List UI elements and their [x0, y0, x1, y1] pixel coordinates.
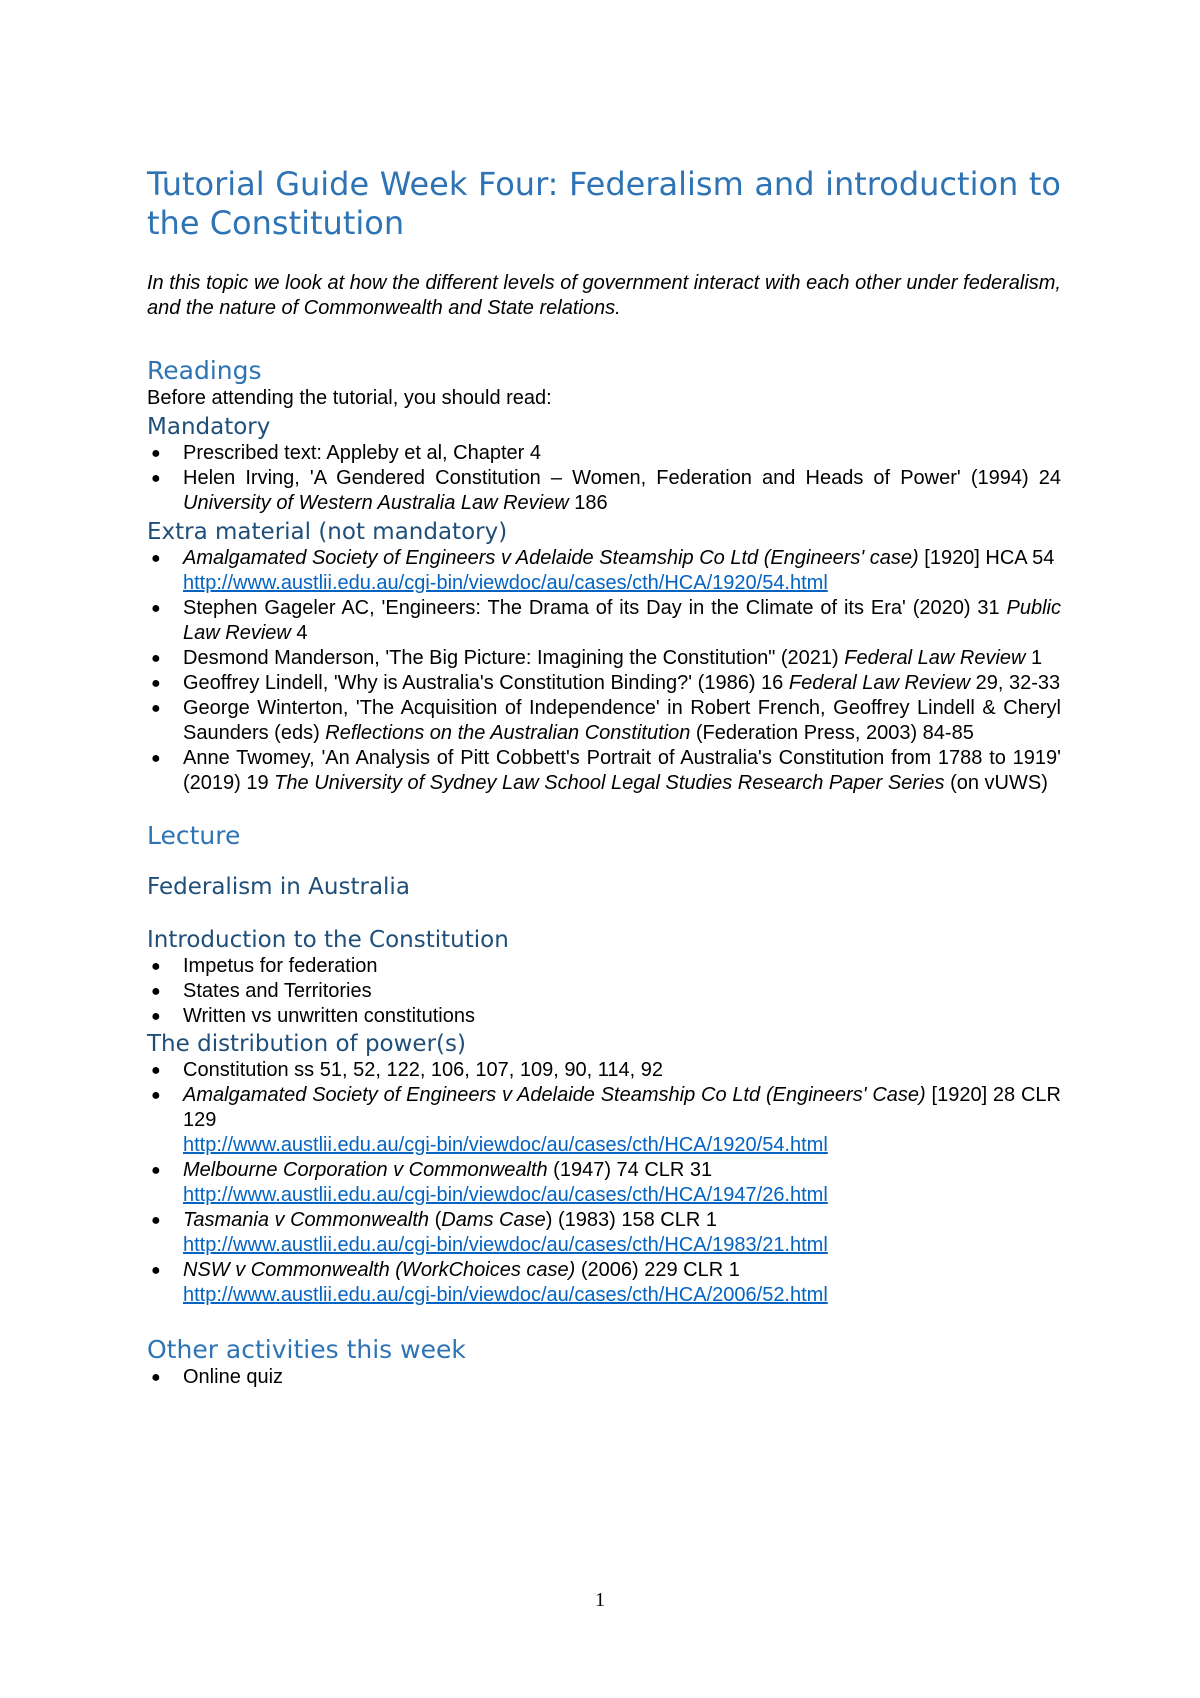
list-item [147, 596, 1061, 646]
bullet-icon: ● [151, 1162, 161, 1179]
list-item [147, 1004, 1061, 1029]
constitution-intro-heading: Introduction to the Constitution [147, 927, 509, 953]
item-text: Written vs unwritten constitutions [183, 1005, 475, 1027]
item-citation: 1 [1025, 647, 1043, 669]
item-text: Stephen Gageler AC, 'Engineers: The Drama of its Day in the Climate of its Era' (2020) 31 [183, 597, 1007, 619]
bullet-icon: ● [151, 550, 161, 567]
bullet-icon: ● [151, 700, 161, 717]
bullet-icon: ● [151, 650, 161, 667]
bullet-icon: ● [151, 445, 161, 462]
bullet-icon: ● [151, 1062, 161, 1079]
item-text: Geoffrey Lindell, 'Why is Australia's Constitution Binding?' (1986) 16 [183, 672, 789, 694]
item-citation: ) (1983) 158 CLR 1 [545, 1209, 717, 1231]
bullet-icon: ● [151, 958, 161, 975]
item-text: Desmond Manderson, 'The Big Picture: Imagining the Constitution" (2021) [183, 647, 845, 669]
other-activities-heading: Other activities this week [147, 1335, 466, 1364]
item-text: George Winterton, 'The Acquisition of Independence' in Robert French, Geoffrey Lindell & Cheryl Saunders (eds) [183, 697, 1061, 744]
austlii-link[interactable]: http://www.austlii.edu.au/cgi-bin/viewdoc/au/cases/cth/HCA/1983/21.html [183, 1234, 828, 1256]
list-item [147, 546, 1061, 596]
journal-title: Federal Law Review [788, 672, 971, 694]
austlii-link[interactable]: http://www.austlii.edu.au/cgi-bin/viewdoc/au/cases/cth/HCA/1920/54.html [183, 572, 828, 594]
item-text: ( [429, 1209, 442, 1231]
distribution-heading: The distribution of power(s) [147, 1031, 466, 1057]
lecture-heading: Lecture [147, 821, 241, 850]
item-text: Online quiz [183, 1366, 284, 1388]
bullet-icon: ● [151, 1008, 161, 1025]
distribution-list [147, 1058, 1061, 1308]
list-item [147, 1083, 1061, 1158]
list-item [147, 1208, 1061, 1258]
page-number: 1 [595, 1589, 605, 1611]
austlii-link[interactable]: http://www.austlii.edu.au/cgi-bin/viewdoc/au/cases/cth/HCA/1920/54.html [183, 1134, 828, 1156]
item-citation: 4 [290, 622, 308, 644]
item-citation: [1920] 28 CLR 129 [183, 1084, 1062, 1131]
bullet-icon: ● [151, 470, 161, 487]
item-text: States and Territories [183, 980, 372, 1002]
bullet-icon: ● [151, 750, 161, 767]
readings-lead: Before attending the tutorial, you should read: [147, 387, 552, 409]
item-citation: (Federation Press, 2003) 84-85 [690, 722, 974, 744]
page-title: Tutorial Guide Week Four: Federalism and introduction to the Constitution [147, 165, 1061, 242]
bullet-icon: ● [151, 600, 161, 617]
bullet-icon: ● [151, 1212, 161, 1229]
list-item [147, 466, 1061, 516]
bullet-icon: ● [151, 1087, 161, 1104]
book-title: Reflections on the Australian Constitution [325, 722, 691, 744]
bullet-icon: ● [151, 1369, 161, 1386]
list-item [147, 646, 1061, 671]
item-text: Anne Twomey, 'An Analysis of Pitt Cobbett's Portrait of Australia's Constitution from 1788 to 1919' (2019) 19 [183, 747, 1061, 794]
list-item [147, 979, 1061, 1004]
list-item [147, 1365, 1061, 1390]
list-item [147, 1158, 1061, 1208]
journal-title: Federal Law Review [844, 647, 1026, 669]
list-item [147, 954, 1061, 979]
extra-material-heading: Extra material (not mandatory) [147, 519, 508, 545]
austlii-link[interactable]: http://www.austlii.edu.au/cgi-bin/viewdoc/au/cases/cth/HCA/2006/52.html [183, 1284, 828, 1306]
item-citation: 186 [568, 492, 608, 514]
mandatory-heading: Mandatory [147, 414, 271, 440]
extra-material-list [147, 546, 1061, 796]
list-item [147, 1058, 1061, 1083]
list-item [147, 696, 1061, 746]
constitution-intro-list [147, 954, 1061, 1029]
other-activities-list [147, 1365, 1061, 1390]
case-name: Amalgamated Society of Engineers v Adelaide Steamship Co Ltd (Engineers' case) [183, 547, 919, 569]
federalism-heading: Federalism in Australia [147, 874, 410, 900]
item-text: Prescribed text: Appleby et al, Chapter 4 [183, 442, 541, 464]
page-content [147, 165, 1061, 1390]
list-item [147, 671, 1061, 696]
list-item [147, 1258, 1061, 1308]
austlii-link[interactable]: http://www.austlii.edu.au/cgi-bin/viewdoc/au/cases/cth/HCA/1947/26.html [183, 1184, 828, 1206]
readings-heading: Readings [147, 356, 262, 385]
list-item [147, 746, 1061, 796]
case-name: Melbourne Corporation v Commonwealth [183, 1159, 548, 1181]
case-name: Tasmania v Commonwealth [183, 1209, 430, 1231]
bullet-icon: ● [151, 1262, 161, 1279]
journal-title: University of Western Australia Law Review [183, 492, 569, 514]
bullet-icon: ● [151, 675, 161, 692]
item-citation: (2006) 229 CLR 1 [575, 1259, 740, 1281]
intro-paragraph: In this topic we look at how the different levels of government interact with each other under federalism, and the nature of Commonwealth and State relations. [147, 272, 1061, 319]
case-name: NSW v Commonwealth (WorkChoices case) [183, 1259, 576, 1281]
item-text: Constitution ss 51, 52, 122, 106, 107, 109, 90, 114, 92 [183, 1059, 663, 1081]
item-text: Helen Irving, 'A Gendered Constitution – Women, Federation and Heads of Power' (1994) 24 [183, 467, 1061, 489]
item-citation: [1920] HCA 54 [918, 547, 1055, 569]
case-alias: Dams Case [441, 1209, 546, 1231]
case-name: Amalgamated Society of Engineers v Adelaide Steamship Co Ltd (Engineers' Case) [183, 1084, 926, 1106]
bullet-icon: ● [151, 983, 161, 1000]
list-item [147, 441, 1061, 466]
journal-title: Public Law Review [183, 597, 1061, 644]
item-text: Impetus for federation [183, 955, 378, 977]
mandatory-list [147, 441, 1061, 516]
item-citation: (on vUWS) [944, 772, 1048, 794]
series-title: The University of Sydney Law School Legal Studies Research Paper Series [274, 772, 945, 794]
item-citation: 29, 32-33 [970, 672, 1061, 694]
item-citation: (1947) 74 CLR 31 [547, 1159, 713, 1181]
